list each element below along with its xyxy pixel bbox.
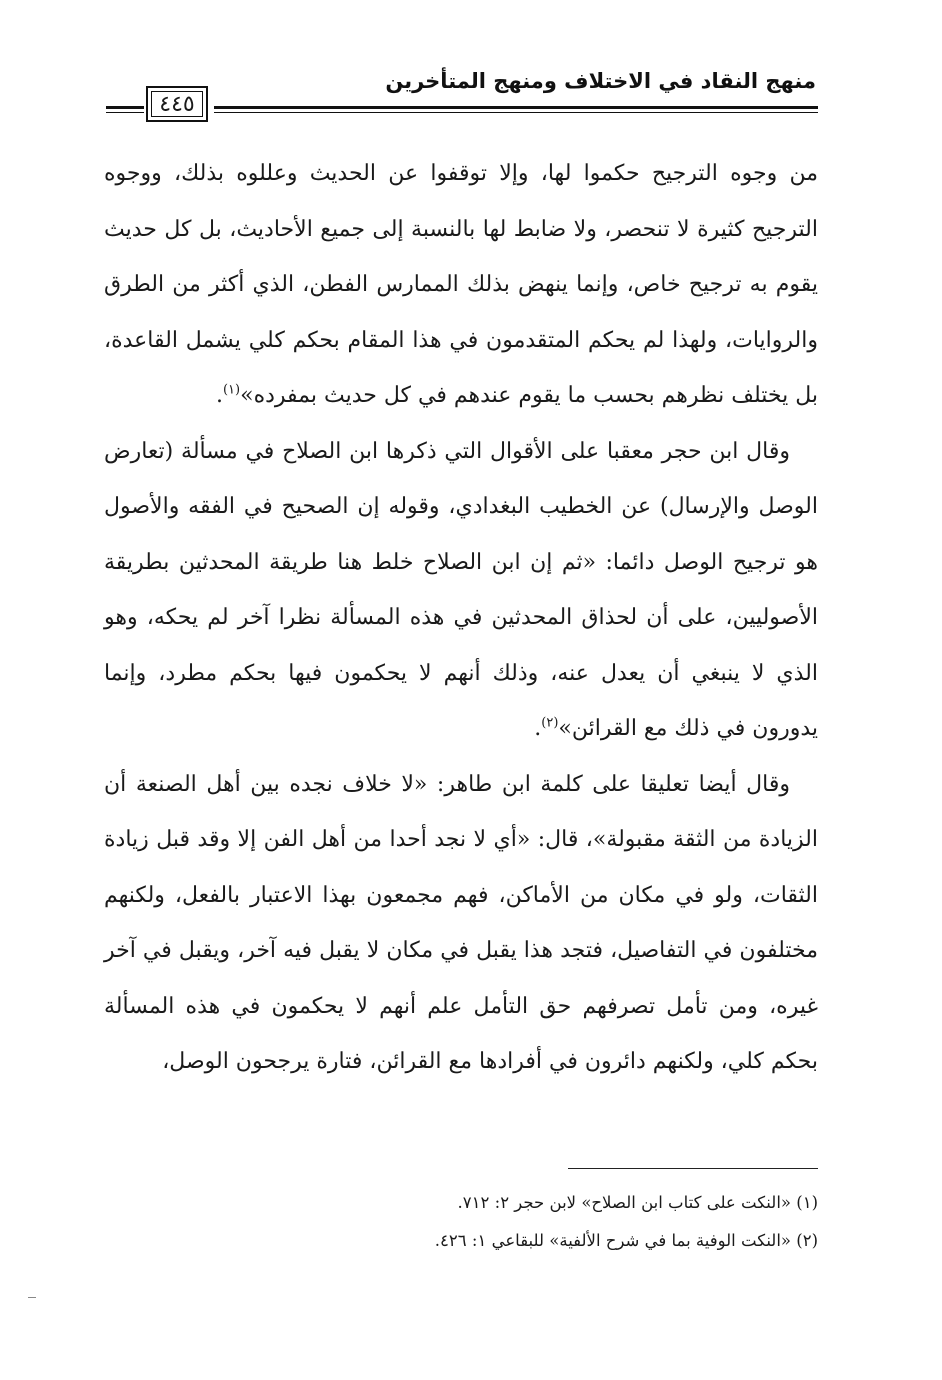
paragraph <box>104 424 818 757</box>
paragraph-text: من وجوه الترجيح حكموا لها، وإلا توقفوا عن الحديث وعللوه بذلك، ووجوه الترجيح كثيرة لا تنحصر، ولا ضابط لها بالنسبة إلى جميع الأحاديث، بل كل حديث يقوم به ترجيح خاص، وإنما ينهض بذلك الممارس الفطن، الذي أكثر من الطرق والروايات، ولهذا لم يحكم المتقدمون في هذا المقام بحكم كلي يشمل القاعدة، بل يختلف نظرهم بحسب ما يقوم عندهم في كل حديث بمفرده» <box>104 161 818 408</box>
footnote-ref: (٢) <box>541 715 559 731</box>
paragraph <box>104 146 818 424</box>
footnotes <box>104 1184 818 1260</box>
paragraph <box>104 757 818 1090</box>
scan-mark <box>28 1297 36 1298</box>
footnote-separator <box>568 1168 818 1169</box>
paragraph-end: . <box>534 716 542 741</box>
header-rule-right <box>214 106 818 113</box>
running-title: منهج النقاد في الاختلاف ومنهج المتأخرين <box>385 69 816 93</box>
header-rule-left <box>106 106 144 113</box>
paragraph-end: . <box>215 383 223 408</box>
footnote-ref: (١) <box>222 382 241 398</box>
page-number: ٤٤٥ <box>146 86 208 122</box>
paragraph-text: وقال أيضا تعليقا على كلمة ابن طاهر: «لا خلاف نجده بين أهل الصنعة أن الزيادة من الثقة مقبولة»، قال: «أي لا نجد أحدا من أهل الفن إلا وقد قبل زيادة الثقات، ولو في مكان من الأماكن، فهم مجمعون بهذا الاعتبار بالفعل، ولكنهم مختلفون في التفاصيل، فتجد هذا يقبل في مكان لا يقبل فيه آخر، ويقبل في آخر غيره، ومن تأمل تصرفهم حق التأمل علم أنهم لا يحكمون في هذه المسألة بحكم كلي، ولكنهم دائرون في أفرادها مع القرائن، فتارة يرجحون الوصل، <box>104 771 818 1074</box>
footnote: (١) «النكت على كتاب ابن الصلاح» لابن حجر ٢: ٧١٢. <box>457 1193 818 1212</box>
paragraph-text: وقال ابن حجر معقبا على الأقوال التي ذكرها ابن الصلاح في مسألة (تعارض الوصل والإرسال) عن الخطيب البغدادي، وقوله إن الصحيح في الفقه والأصول هو ترجيح الوصل دائما: «ثم إن ابن الصلاح خلط هنا طريقة المحدثين بطريقة الأصوليين، على أن لحذاق المحدثين في هذه المسألة نظرا آخر لم يحكه، وهو الذي لا ينبغي أن يعدل عنه، وذلك أنهم لا يحكمون فيها بحكم مطرد، وإنما يدورون في ذلك مع القرائن» <box>104 438 818 741</box>
body-text <box>104 146 818 1090</box>
footnote: (٢) «النكت الوفية بما في شرح الألفية» للبقاعي ١: ٤٢٦. <box>434 1231 818 1250</box>
